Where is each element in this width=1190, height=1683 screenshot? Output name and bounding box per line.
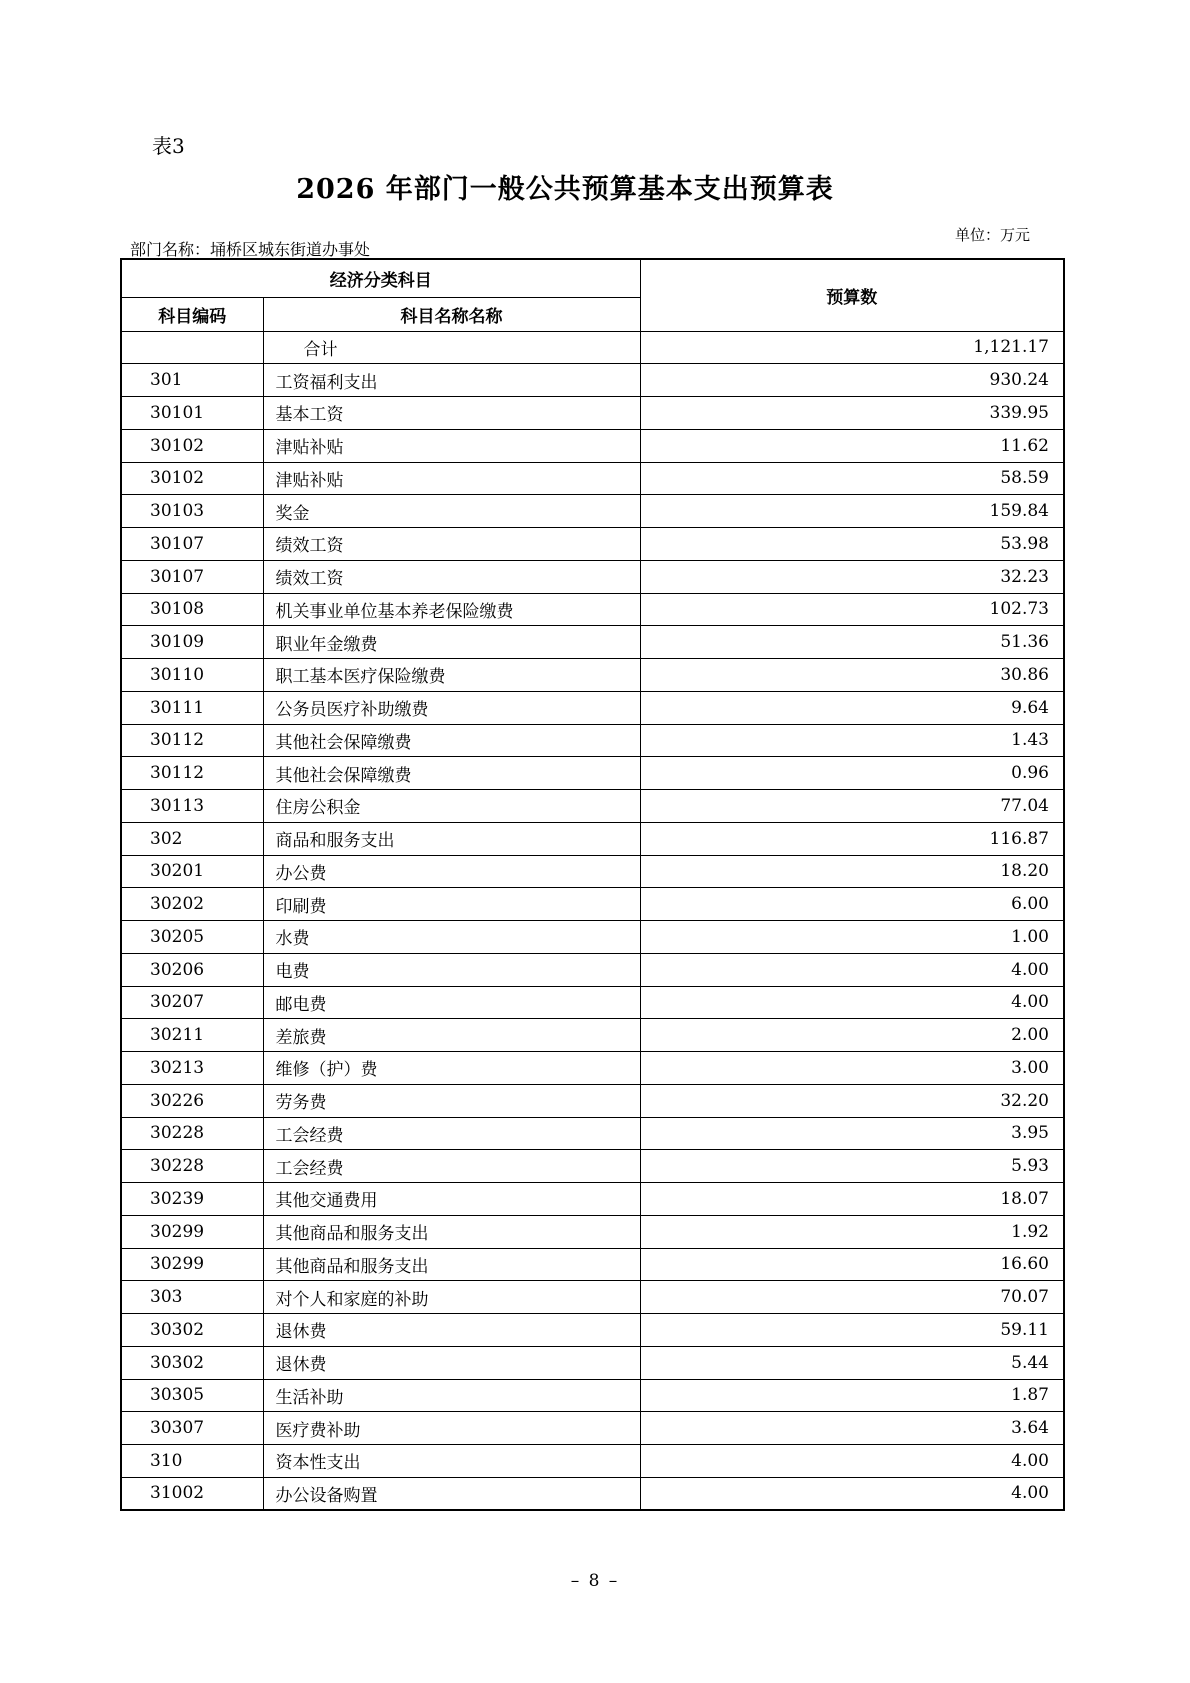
budget-table-header (121, 259, 1064, 331)
row-subject-code: 30239 (121, 1183, 263, 1216)
row-subject-name: 印刷费 (263, 888, 640, 921)
row-subject-name: 其他交通费用 (263, 1183, 640, 1216)
row-subject-name: 机关事业单位基本养老保险缴费 (263, 593, 640, 626)
row-budget-value: 159.84 (640, 495, 1064, 528)
row-subject-code: 30228 (121, 1150, 263, 1183)
row-subject-code: 30113 (121, 790, 263, 823)
row-subject-name: 办公费 (263, 855, 640, 888)
row-subject-code: 301 (121, 364, 263, 397)
table-row (121, 560, 1064, 593)
header-economic-classification: 经济分类科目 (121, 259, 640, 297)
row-budget-value: 3.95 (640, 1117, 1064, 1150)
row-subject-code: 303 (121, 1281, 263, 1314)
row-subject-name: 电费 (263, 953, 640, 986)
row-budget-value: 6.00 (640, 888, 1064, 921)
row-budget-value: 930.24 (640, 364, 1064, 397)
row-subject-code: 30207 (121, 986, 263, 1019)
row-budget-value: 77.04 (640, 790, 1064, 823)
row-budget-value: 1.43 (640, 724, 1064, 757)
row-budget-value: 116.87 (640, 822, 1064, 855)
row-subject-code: 310 (121, 1445, 263, 1478)
table-row (121, 1379, 1064, 1412)
table-body (121, 331, 1064, 1510)
table-row (121, 1248, 1064, 1281)
row-subject-code: 30109 (121, 626, 263, 659)
row-subject-code: 30213 (121, 1052, 263, 1085)
row-budget-value: 1.87 (640, 1379, 1064, 1412)
row-subject-name: 津贴补贴 (263, 429, 640, 462)
page-number: – 8 – (570, 1571, 620, 1591)
row-subject-name: 奖金 (263, 495, 640, 528)
table-row (121, 1019, 1064, 1052)
row-subject-code: 30228 (121, 1117, 263, 1150)
table-row (121, 822, 1064, 855)
row-subject-code: 30110 (121, 659, 263, 692)
row-subject-name: 医疗费补助 (263, 1412, 640, 1445)
row-subject-name: 其他商品和服务支出 (263, 1248, 640, 1281)
row-subject-code: 30302 (121, 1346, 263, 1379)
table-row (121, 593, 1064, 626)
row-subject-name: 绩效工资 (263, 560, 640, 593)
table-row (121, 1346, 1064, 1379)
table-row (121, 1281, 1064, 1314)
row-subject-code: 31002 (121, 1477, 263, 1510)
row-subject-name: 职业年金缴费 (263, 626, 640, 659)
table-row (121, 953, 1064, 986)
row-budget-value: 11.62 (640, 429, 1064, 462)
table-row (121, 724, 1064, 757)
row-subject-name: 工资福利支出 (263, 364, 640, 397)
row-budget-value: 16.60 (640, 1248, 1064, 1281)
budget-table (120, 258, 1065, 1511)
row-subject-name: 住房公积金 (263, 790, 640, 823)
table-row (121, 921, 1064, 954)
row-subject-name: 绩效工资 (263, 528, 640, 561)
row-budget-value: 18.07 (640, 1183, 1064, 1216)
row-subject-name: 职工基本医疗保险缴费 (263, 659, 640, 692)
table-row (121, 986, 1064, 1019)
row-budget-value: 4.00 (640, 986, 1064, 1019)
table-row (121, 1445, 1064, 1478)
header-row-group (121, 259, 1064, 297)
row-budget-value: 4.00 (640, 1477, 1064, 1510)
row-budget-value: 30.86 (640, 659, 1064, 692)
row-subject-code: 30205 (121, 921, 263, 954)
row-subject-code: 30112 (121, 757, 263, 790)
row-budget-value: 4.00 (640, 953, 1064, 986)
row-subject-code: 30102 (121, 429, 263, 462)
row-subject-name: 津贴补贴 (263, 462, 640, 495)
table-row (121, 1084, 1064, 1117)
table-row (121, 1412, 1064, 1445)
row-subject-code: 30201 (121, 855, 263, 888)
row-subject-name: 退休费 (263, 1346, 640, 1379)
row-subject-code: 30202 (121, 888, 263, 921)
row-subject-name: 其他社会保障缴费 (263, 757, 640, 790)
row-subject-name: 差旅费 (263, 1019, 640, 1052)
row-subject-name: 合计 (263, 331, 640, 364)
table-row (121, 1052, 1064, 1085)
table-row (121, 1150, 1064, 1183)
table-row (121, 626, 1064, 659)
row-subject-code: 30112 (121, 724, 263, 757)
row-budget-value: 59.11 (640, 1314, 1064, 1347)
row-budget-value: 53.98 (640, 528, 1064, 561)
department-name-label: 部门名称：埇桥区城东街道办事处 (130, 240, 371, 259)
row-subject-code: 30111 (121, 691, 263, 724)
row-budget-value: 1,121.17 (640, 331, 1064, 364)
table-row (121, 1477, 1064, 1510)
row-budget-value: 3.00 (640, 1052, 1064, 1085)
row-subject-code: 30299 (121, 1248, 263, 1281)
table-row (121, 757, 1064, 790)
row-subject-code: 30108 (121, 593, 263, 626)
table-number-label: 表3 (152, 134, 185, 158)
table-row (121, 855, 1064, 888)
row-budget-value: 70.07 (640, 1281, 1064, 1314)
row-subject-code (121, 331, 263, 364)
row-subject-code: 30302 (121, 1314, 263, 1347)
row-subject-code: 30101 (121, 397, 263, 430)
header-budget-amount: 预算数 (640, 259, 1064, 331)
row-subject-code: 30226 (121, 1084, 263, 1117)
row-subject-name: 劳务费 (263, 1084, 640, 1117)
table-row (121, 495, 1064, 528)
table-row (121, 691, 1064, 724)
header-subject-name: 科目名称名称 (263, 297, 640, 331)
row-subject-name: 商品和服务支出 (263, 822, 640, 855)
row-budget-value: 9.64 (640, 691, 1064, 724)
unit-label: 单位：万元 (954, 226, 1030, 244)
table-row (121, 528, 1064, 561)
table-row (121, 790, 1064, 823)
row-subject-name: 工会经费 (263, 1150, 640, 1183)
row-budget-value: 32.20 (640, 1084, 1064, 1117)
table-row (121, 364, 1064, 397)
row-subject-code: 30107 (121, 528, 263, 561)
row-subject-code: 30299 (121, 1215, 263, 1248)
row-subject-name: 公务员医疗补助缴费 (263, 691, 640, 724)
row-budget-value: 18.20 (640, 855, 1064, 888)
row-subject-name: 办公设备购置 (263, 1477, 640, 1510)
row-subject-name: 维修（护）费 (263, 1052, 640, 1085)
table-row (121, 397, 1064, 430)
row-subject-name: 基本工资 (263, 397, 640, 430)
header-subject-code: 科目编码 (121, 297, 263, 331)
row-budget-value: 32.23 (640, 560, 1064, 593)
table-row (121, 888, 1064, 921)
row-subject-name: 邮电费 (263, 986, 640, 1019)
document-title: 2026 年部门一般公共预算基本支出预算表 (296, 174, 834, 205)
row-subject-code: 30305 (121, 1379, 263, 1412)
row-budget-value: 1.92 (640, 1215, 1064, 1248)
row-subject-code: 30107 (121, 560, 263, 593)
row-subject-name: 资本性支出 (263, 1445, 640, 1478)
table-row (121, 1215, 1064, 1248)
table-row (121, 462, 1064, 495)
row-subject-code: 30103 (121, 495, 263, 528)
row-subject-name: 退休费 (263, 1314, 640, 1347)
row-subject-code: 302 (121, 822, 263, 855)
row-budget-value: 339.95 (640, 397, 1064, 430)
row-subject-name: 其他商品和服务支出 (263, 1215, 640, 1248)
table-row (121, 331, 1064, 364)
row-budget-value: 0.96 (640, 757, 1064, 790)
row-subject-code: 30211 (121, 1019, 263, 1052)
table-row (121, 659, 1064, 692)
table-row (121, 429, 1064, 462)
row-budget-value: 3.64 (640, 1412, 1064, 1445)
row-budget-value: 5.93 (640, 1150, 1064, 1183)
row-budget-value: 102.73 (640, 593, 1064, 626)
row-budget-value: 1.00 (640, 921, 1064, 954)
row-budget-value: 58.59 (640, 462, 1064, 495)
row-budget-value: 4.00 (640, 1445, 1064, 1478)
row-subject-name: 生活补助 (263, 1379, 640, 1412)
row-budget-value: 51.36 (640, 626, 1064, 659)
table-row (121, 1314, 1064, 1347)
row-subject-name: 水费 (263, 921, 640, 954)
row-subject-name: 对个人和家庭的补助 (263, 1281, 640, 1314)
table-row (121, 1117, 1064, 1150)
row-budget-value: 5.44 (640, 1346, 1064, 1379)
row-subject-name: 工会经费 (263, 1117, 640, 1150)
table-row (121, 1183, 1064, 1216)
row-subject-code: 30307 (121, 1412, 263, 1445)
row-subject-code: 30206 (121, 953, 263, 986)
row-subject-code: 30102 (121, 462, 263, 495)
row-budget-value: 2.00 (640, 1019, 1064, 1052)
row-subject-name: 其他社会保障缴费 (263, 724, 640, 757)
